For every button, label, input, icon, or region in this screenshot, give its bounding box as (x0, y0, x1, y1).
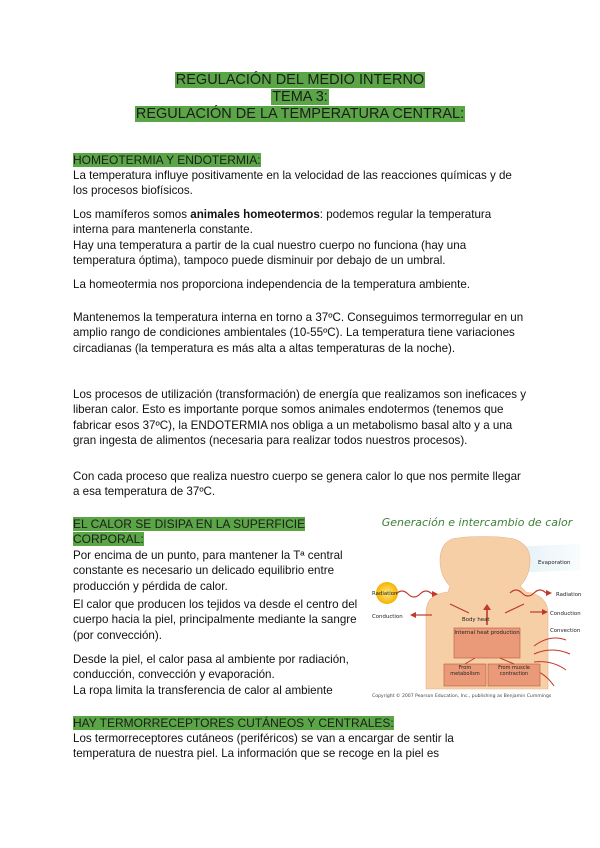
paragraph: La temperatura influye positivamente en la velocidad de las reacciones químicas y de los procesos biofísicos. (73, 169, 512, 198)
title-line-2: TEMA 3: (272, 89, 328, 105)
arrow-head (546, 590, 552, 596)
paragraph: La ropa limita la transferencia de calor al ambiente (73, 684, 333, 697)
section-heading-text: EL CALOR SE DISIPA EN LA SUPERFICIE (73, 517, 306, 531)
label-from-metabolism: From metabolism (450, 665, 480, 677)
paragraph-text: Los mamíferos somos (73, 208, 191, 221)
label-evaporation: Evaporation (538, 560, 571, 566)
arrow-head (410, 612, 416, 618)
paragraph: Mantenemos la temperatura interna en torno a 37ºC. Conseguimos termorregular en un amplio rango de condiciones ambientales (10-55ºC). La temperatura tiene variaciones circadianas (la temperatura es más alta a altas temperaturas de la noche). (73, 311, 524, 355)
label-radiation-right: Radiation (556, 592, 582, 598)
heat-exchange-figure (370, 514, 585, 700)
section-heading-calor (73, 517, 358, 547)
label-internal-heat: Internal heat production (454, 630, 520, 636)
document-title (0, 72, 600, 123)
label-body-heat: Body heat (462, 617, 490, 623)
label-from-muscle: From muscle contraction (498, 665, 530, 677)
title-line-1: REGULACIÓN DEL MEDIO INTERNO (175, 72, 425, 88)
section-heading-homeotermia (73, 153, 261, 168)
paragraph: Con cada proceso que realiza nuestro cuerpo se genera calor lo que nos permite llegar a esa temperatura de 37ºC. (73, 470, 521, 499)
figure-title: Generación e intercambio de calor (381, 516, 573, 529)
label-conduction-right: Conduction (550, 611, 581, 617)
paragraph: Desde la piel, el calor pasa al ambiente por radiación, conducción, convección y evaporación. (73, 653, 349, 682)
section-heading-text: HOMEOTERMIA Y ENDOTERMIA: (73, 153, 261, 167)
bold-term: animales homeotermos (190, 208, 320, 221)
paragraph: La homeotermia nos proporciona independencia de la temperatura ambiente. (73, 278, 471, 291)
title-line-3: REGULACIÓN DE LA TEMPERATURA CENTRAL: (135, 106, 465, 122)
section-heading-text: CORPORAL: (73, 532, 144, 546)
label-conduction-left: Conduction (372, 614, 403, 620)
paragraph-homeotermos (73, 207, 528, 238)
paragraph: Por encima de un punto, para mantener la Tª central constante es necesario un delicado equilibrio entre producción y pérdida de calor. (73, 549, 343, 593)
paragraph: Hay una temperatura a partir de la cual nuestro cuerpo no funciona (hay una temperatura óptima), tampoco puede disminuir por debajo de un umbral. (73, 239, 467, 268)
section-heading-text: HAY TERMORRECEPTORES CUTÁNEOS Y CENTRALES: (73, 716, 394, 730)
label-convection: Convection (550, 628, 581, 634)
paragraph: Los procesos de utilización (transformación) de energía que realizamos son ineficaces y liberan calor. Esto es importante porque somos animales endotermos (tenemos que fabricar esos 37ºC), la ENDOTERMIA nos obliga a un metabolismo basal alto y a una gran ingesta de alimentos (necesaria para realizar todos nuestros procesos). (73, 388, 527, 448)
paragraph: El calor que producen los tejidos va desde el centro del cuerpo hacia la piel, principalmente mediante la sangre (por convección). (73, 598, 358, 642)
paragraph-text: : podemos regular la temperatura interna para mantenerla constante. (73, 208, 492, 237)
label-radiation-left: Radiation (372, 591, 398, 597)
paragraph: Los termorreceptores cutáneos (periféricos) se van a encargar de sentir la temperatura de nuestra piel. La información que se recoge en la piel es (73, 732, 454, 761)
radiation-wave-arrow (396, 591, 432, 597)
figure-copyright: Copyright © 2007 Pearson Education, Inc., publishing as Benjamin Cummings (372, 694, 552, 699)
heat-exchange-diagram (370, 514, 585, 700)
section-heading-termorreceptores (73, 716, 394, 731)
